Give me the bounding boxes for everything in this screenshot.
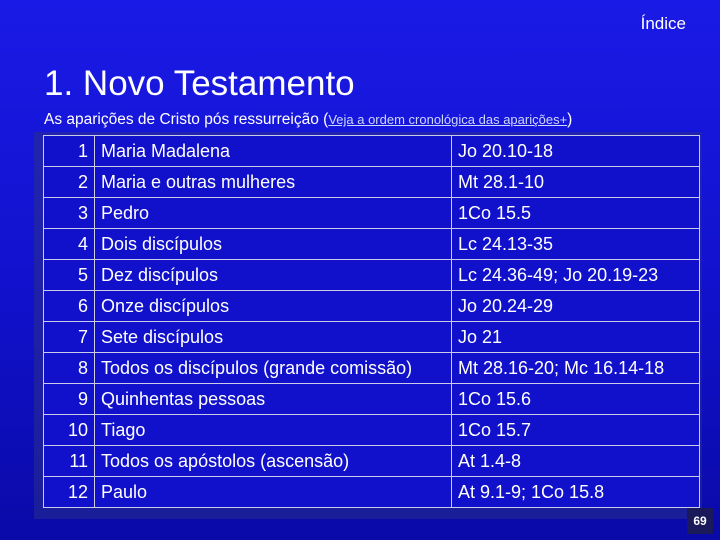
row-number: 6 (44, 291, 95, 322)
row-number: 10 (44, 415, 95, 446)
bible-reference: At 9.1-9; 1Co 15.8 (452, 477, 700, 508)
bible-reference: Jo 20.10-18 (452, 136, 700, 167)
subtitle-paren-open: ( (323, 111, 329, 128)
table-row (44, 446, 700, 477)
table-row (44, 291, 700, 322)
row-number: 8 (44, 353, 95, 384)
appearance-name: Paulo (95, 477, 452, 508)
appearance-name: Sete discípulos (95, 322, 452, 353)
bible-reference: Lc 24.13-35 (452, 229, 700, 260)
table-row (44, 384, 700, 415)
chronological-order-link[interactable]: Veja a ordem cronológica das aparições+ (328, 112, 568, 127)
table-row (44, 260, 700, 291)
row-number: 12 (44, 477, 95, 508)
appearances-table (43, 135, 700, 508)
page-number: 69 (687, 508, 713, 534)
row-number: 9 (44, 384, 95, 415)
bible-reference: Jo 21 (452, 322, 700, 353)
row-number: 7 (44, 322, 95, 353)
bible-reference: Mt 28.16-20; Mc 16.14-18 (452, 353, 700, 384)
row-number: 5 (44, 260, 95, 291)
row-number: 3 (44, 198, 95, 229)
appearance-name: Dez discípulos (95, 260, 452, 291)
table-row (44, 353, 700, 384)
bible-reference: Lc 24.36-49; Jo 20.19-23 (452, 260, 700, 291)
index-link[interactable]: Índice (640, 14, 686, 33)
bible-reference: Mt 28.1-10 (452, 167, 700, 198)
subtitle (44, 111, 572, 129)
appearance-name: Todos os discípulos (grande comissão) (95, 353, 452, 384)
appearance-name: Quinhentas pessoas (95, 384, 452, 415)
table-row (44, 322, 700, 353)
appearance-name: Tiago (95, 415, 452, 446)
bible-reference: Jo 20.24-29 (452, 291, 700, 322)
appearance-name: Onze discípulos (95, 291, 452, 322)
row-number: 4 (44, 229, 95, 260)
appearance-name: Todos os apóstolos (ascensão) (95, 446, 452, 477)
bible-reference: 1Co 15.7 (452, 415, 700, 446)
table-row (44, 136, 700, 167)
row-number: 2 (44, 167, 95, 198)
appearance-name: Pedro (95, 198, 452, 229)
page-title: 1. Novo Testamento (44, 64, 355, 103)
table-row (44, 167, 700, 198)
table-row (44, 415, 700, 446)
table-row (44, 477, 700, 508)
bible-reference: At 1.4-8 (452, 446, 700, 477)
bible-reference: 1Co 15.6 (452, 384, 700, 415)
appearance-name: Dois discípulos (95, 229, 452, 260)
table-row (44, 229, 700, 260)
row-number: 11 (44, 446, 95, 477)
subtitle-text: As aparições de Cristo pós ressurreição (44, 111, 319, 128)
appearance-name: Maria e outras mulheres (95, 167, 452, 198)
appearance-name: Maria Madalena (95, 136, 452, 167)
row-number: 1 (44, 136, 95, 167)
table-row (44, 198, 700, 229)
bible-reference: 1Co 15.5 (452, 198, 700, 229)
subtitle-paren-close: ) (567, 111, 573, 128)
